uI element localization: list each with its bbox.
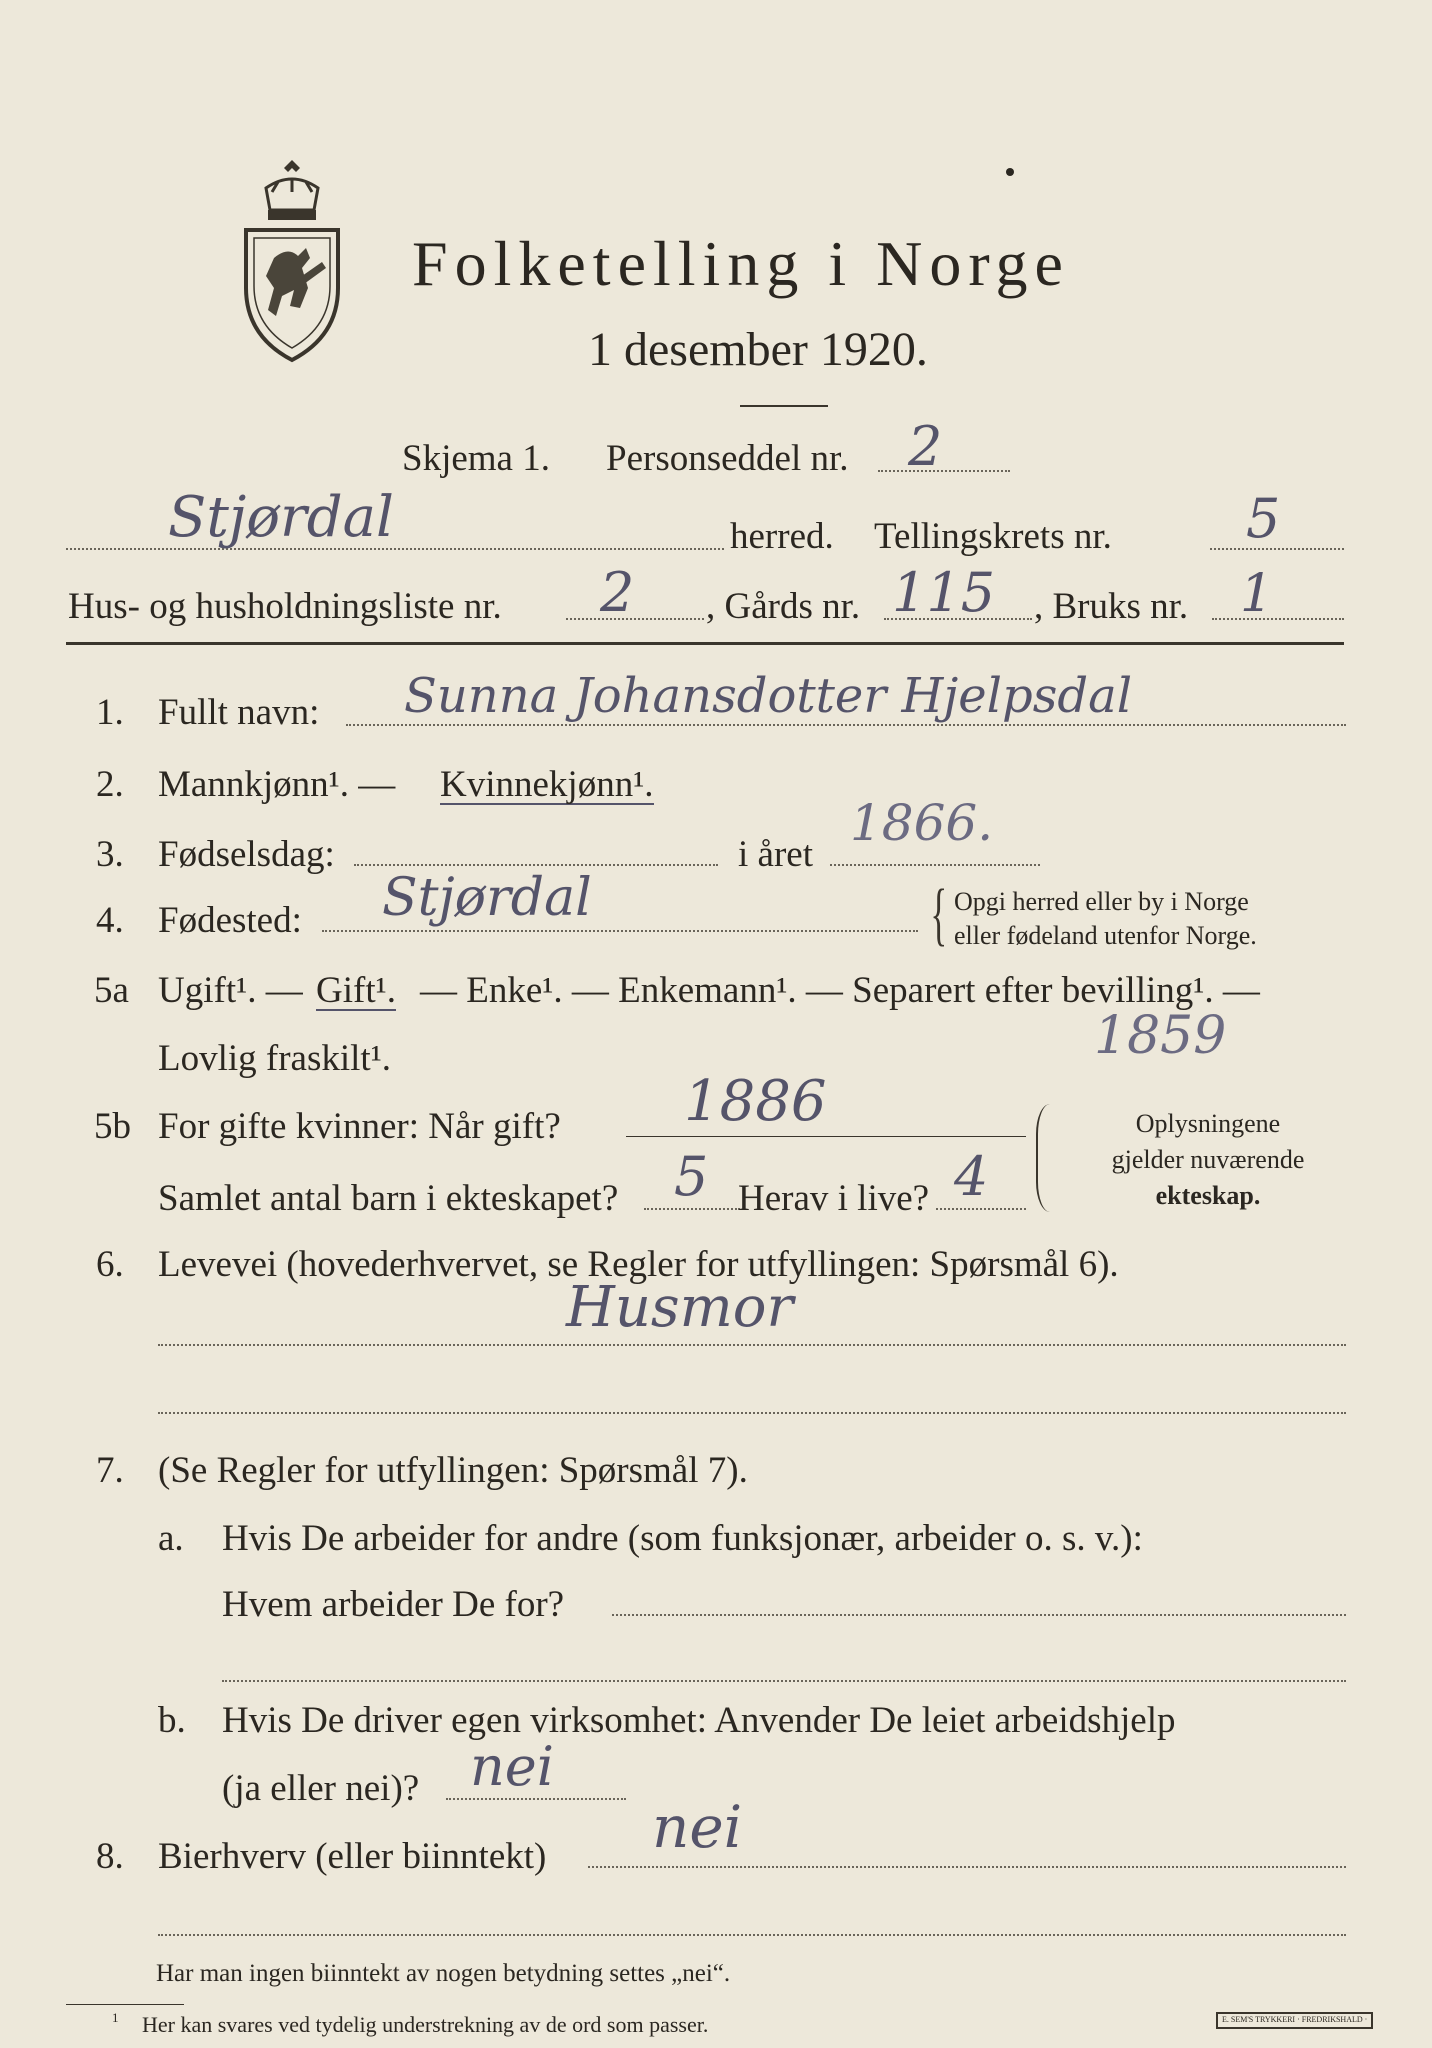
- form-title: Folketelling i Norge: [412, 228, 1070, 299]
- children-field[interactable]: [644, 1208, 740, 1210]
- side-income-value: nei: [652, 1793, 743, 1861]
- birthplace-field[interactable]: [322, 930, 918, 932]
- footnote-rule: [66, 2004, 184, 2005]
- side-income-field-2[interactable]: [158, 1934, 1346, 1936]
- bruks-field[interactable]: [1212, 618, 1344, 620]
- q5b-number: 5b: [94, 1106, 131, 1147]
- employer-label: Hvem arbeider De for?: [222, 1584, 565, 1625]
- marital-other-options[interactable]: — Enke¹. — Enkemann¹. — Separert efter bevilling¹. —: [420, 970, 1260, 1011]
- children-value: 5: [674, 1145, 709, 1208]
- herred-label: herred.: [730, 516, 834, 557]
- married-when-label: For gifte kvinner: Når gift?: [158, 1106, 561, 1147]
- married-option[interactable]: Gift¹.: [316, 970, 396, 1011]
- birthplace-note-2: eller fødeland utenfor Norge.: [954, 921, 1257, 950]
- birthday-field[interactable]: [354, 864, 718, 866]
- occupation-field-2[interactable]: [158, 1412, 1346, 1414]
- birth-year-value: 1866.: [850, 794, 994, 852]
- occupation-field[interactable]: [158, 1344, 1346, 1346]
- q5a-number: 5a: [94, 970, 129, 1011]
- q6-number: 6.: [96, 1244, 124, 1285]
- alive-label: Herav i live?: [738, 1178, 930, 1219]
- q2-number: 2.: [96, 764, 124, 805]
- hired-help-field[interactable]: [446, 1798, 626, 1800]
- alive-field[interactable]: [936, 1208, 1026, 1210]
- alive-value: 4: [954, 1145, 989, 1208]
- divorced-option[interactable]: Lovlig fraskilt¹.: [158, 1038, 392, 1079]
- q7b-letter: b.: [158, 1700, 186, 1741]
- brace-icon: {: [930, 876, 948, 953]
- marriage-note-2: gjelder nuværende: [1111, 1145, 1305, 1174]
- bruks-label: , Bruks nr.: [1034, 586, 1189, 627]
- q7-number: 7.: [96, 1450, 124, 1491]
- marriage-note-3: ekteskap.: [1155, 1181, 1261, 1210]
- q4-label: Fødested:: [158, 900, 302, 941]
- birthplace-note-1: Opgi herred eller by i Norge: [954, 887, 1249, 916]
- husliste-value: 2: [600, 561, 635, 624]
- coat-of-arms-icon: [232, 158, 352, 368]
- married-when-field[interactable]: [626, 1136, 1026, 1137]
- q7b-text: Hvis De driver egen virksomhet: Anvender De leiet arbeidshjelp: [222, 1700, 1176, 1741]
- side-income-field[interactable]: [588, 1866, 1346, 1868]
- form-date: 1 desember 1920.: [588, 323, 928, 376]
- herred-field[interactable]: [66, 548, 724, 550]
- q7a-text: Hvis De arbeider for andre (som funksjonær, arbeider o. s. v.):: [222, 1518, 1143, 1559]
- unmarried-option[interactable]: Ugift¹. —: [158, 970, 303, 1011]
- herred-value: Stjørdal: [168, 485, 394, 550]
- footnote-text: Her kan svares ved tydelig understrekning av de ord som passer.: [142, 2012, 709, 2037]
- bracket-icon: [1036, 1104, 1052, 1212]
- female-option[interactable]: Kvinnekjønn¹.: [440, 764, 654, 805]
- hired-help-label: (ja eller nei)?: [222, 1768, 420, 1809]
- occupation-value: Husmor: [566, 1275, 794, 1340]
- children-label: Samlet antal barn i ekteskapet?: [158, 1178, 619, 1219]
- occupation-label: Levevei (hovederhvervet, se Regler for utfyllingen: Spørsmål 6).: [158, 1244, 1119, 1285]
- q3-number: 3.: [96, 834, 124, 875]
- header-rule: [66, 642, 1344, 645]
- birth-year-label: i året: [738, 834, 813, 875]
- bruks-value: 1: [1240, 564, 1274, 624]
- personseddel-field[interactable]: [878, 470, 1010, 472]
- margin-note: 1859: [1094, 1006, 1227, 1066]
- gards-value: 115: [892, 561, 996, 624]
- husliste-field[interactable]: [566, 618, 704, 620]
- side-income-label: Bierhverv (eller biinntekt): [158, 1836, 547, 1877]
- personseddel-label: Personseddel nr.: [606, 438, 849, 479]
- q4-number: 4.: [96, 900, 124, 941]
- full-name-value: Sunna Johansdotter Hjelpsdal: [404, 668, 1133, 724]
- married-when-value: 1886: [684, 1069, 827, 1134]
- birth-year-field[interactable]: [830, 864, 1040, 866]
- q3-label: Fødselsdag:: [158, 834, 335, 875]
- husliste-label: Hus- og husholdningsliste nr.: [68, 586, 502, 627]
- q7a-letter: a.: [158, 1518, 184, 1559]
- q1-label: Fullt navn:: [158, 692, 320, 733]
- hired-help-value: nei: [470, 1735, 555, 1798]
- personseddel-value: 2: [908, 415, 943, 478]
- employer-field-2[interactable]: [222, 1680, 1346, 1682]
- employer-field[interactable]: [612, 1614, 1346, 1616]
- q1-number: 1.: [96, 692, 124, 733]
- tellingskrets-label: Tellingskrets nr.: [874, 516, 1112, 557]
- title-divider: [740, 405, 828, 407]
- male-option[interactable]: Mannkjønn¹. —: [158, 764, 396, 805]
- ink-dot: [1006, 168, 1014, 176]
- q8-number: 8.: [96, 1836, 124, 1877]
- skjema-label: Skjema 1.: [402, 438, 550, 479]
- gards-label: , Gårds nr.: [706, 586, 861, 627]
- full-name-field[interactable]: [346, 724, 1346, 726]
- footnote-marker: 1: [112, 2010, 119, 2025]
- printer-stamp: E. SEM'S TRYKKERI · FREDRIKSHALD ·: [1216, 2012, 1373, 2029]
- footer-note: Har man ingen biinntekt av nogen betydning settes „nei“.: [156, 1960, 731, 1987]
- birthplace-value: Stjørdal: [382, 868, 592, 928]
- tellingskrets-value: 5: [1246, 487, 1281, 550]
- q7-label: (Se Regler for utfyllingen: Spørsmål 7).: [158, 1450, 748, 1491]
- marriage-note-1: Oplysningene: [1135, 1109, 1281, 1138]
